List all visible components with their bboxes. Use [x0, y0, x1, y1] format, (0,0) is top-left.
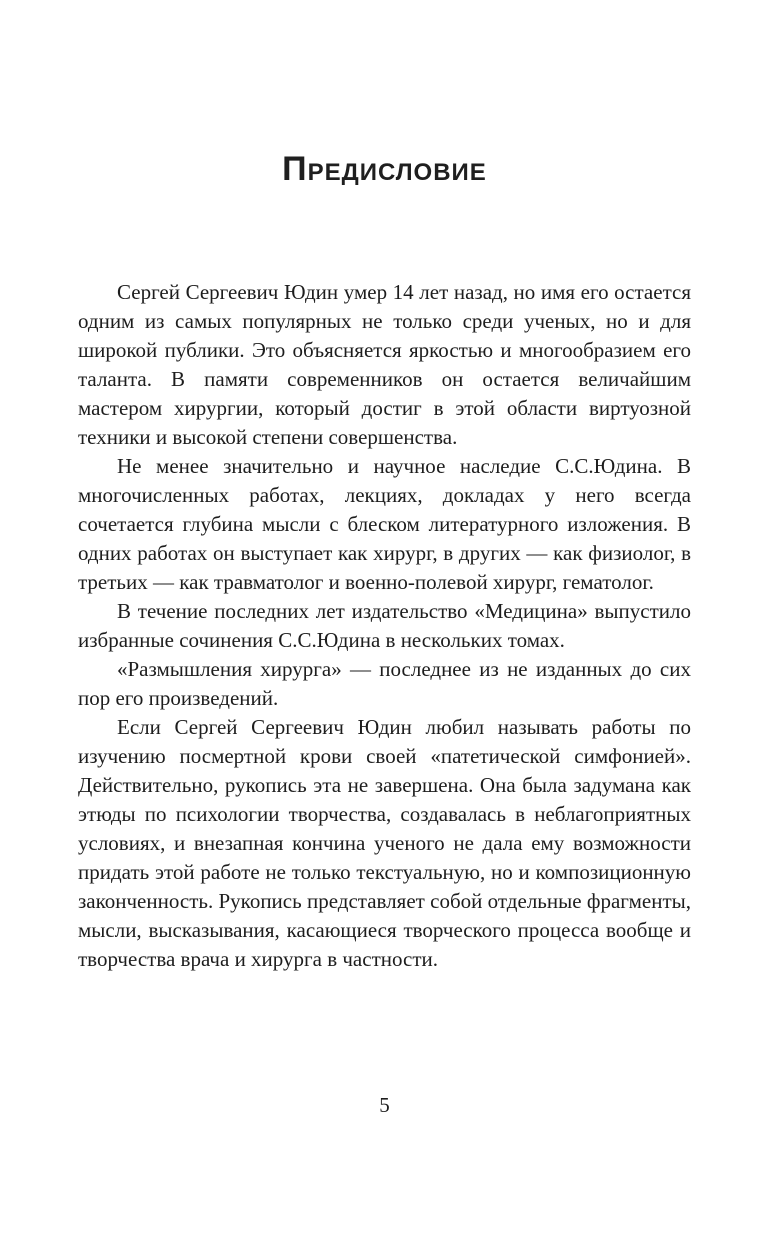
paragraph-1: Сергей Сергеевич Юдин умер 14 лет назад, но имя его остается одним из самых популярных не только среди ученых, но и для широкой публики. Это объясняется яркостью и многообразием его таланта. В памяти современников он остается величайшим мастером хирургии, который достиг в этой области виртуозной техники и высокой степени совершенства.	[78, 280, 691, 449]
chapter-title: Предисловие	[282, 150, 487, 188]
paragraph-5: Если Сергей Сергеевич Юдин любил называть работы по изучению посмертной крови своей «патетической симфонией». Действительно, рукопись эта не завершена. Она была задумана как этюды по психологии творчества, создавалась в неблагоприятных условиях, и внезапная кончина ученого не дала ему возможности придать этой работе не только текстуальную, но и композиционную законченность. Рукопись представляет собой отдельные фрагменты, мысли, высказывания, касающиеся творческого процесса вообще и творчества врача и хирурга в частности.	[78, 715, 691, 971]
body-text	[78, 278, 691, 974]
paragraph-2: Не менее значительно и научное наследие С.С.Юдина. В многочисленных работах, лекциях, докладах у него всегда сочетается глубина мысли с блеском литературного изложения. В одних работах он выступает как хирург, в других — как физиолог, в третьих — как травматолог и военно-полевой хирург, гематолог.	[78, 454, 691, 594]
page-number: 5	[379, 1093, 390, 1117]
paragraph-4: «Размышления хирурга» — последнее из не изданных до сих пор его произведений.	[78, 657, 691, 710]
paragraph-3: В течение последних лет издательство «Медицина» выпустило избранные сочинения С.С.Юдина в нескольких томах.	[78, 599, 691, 652]
